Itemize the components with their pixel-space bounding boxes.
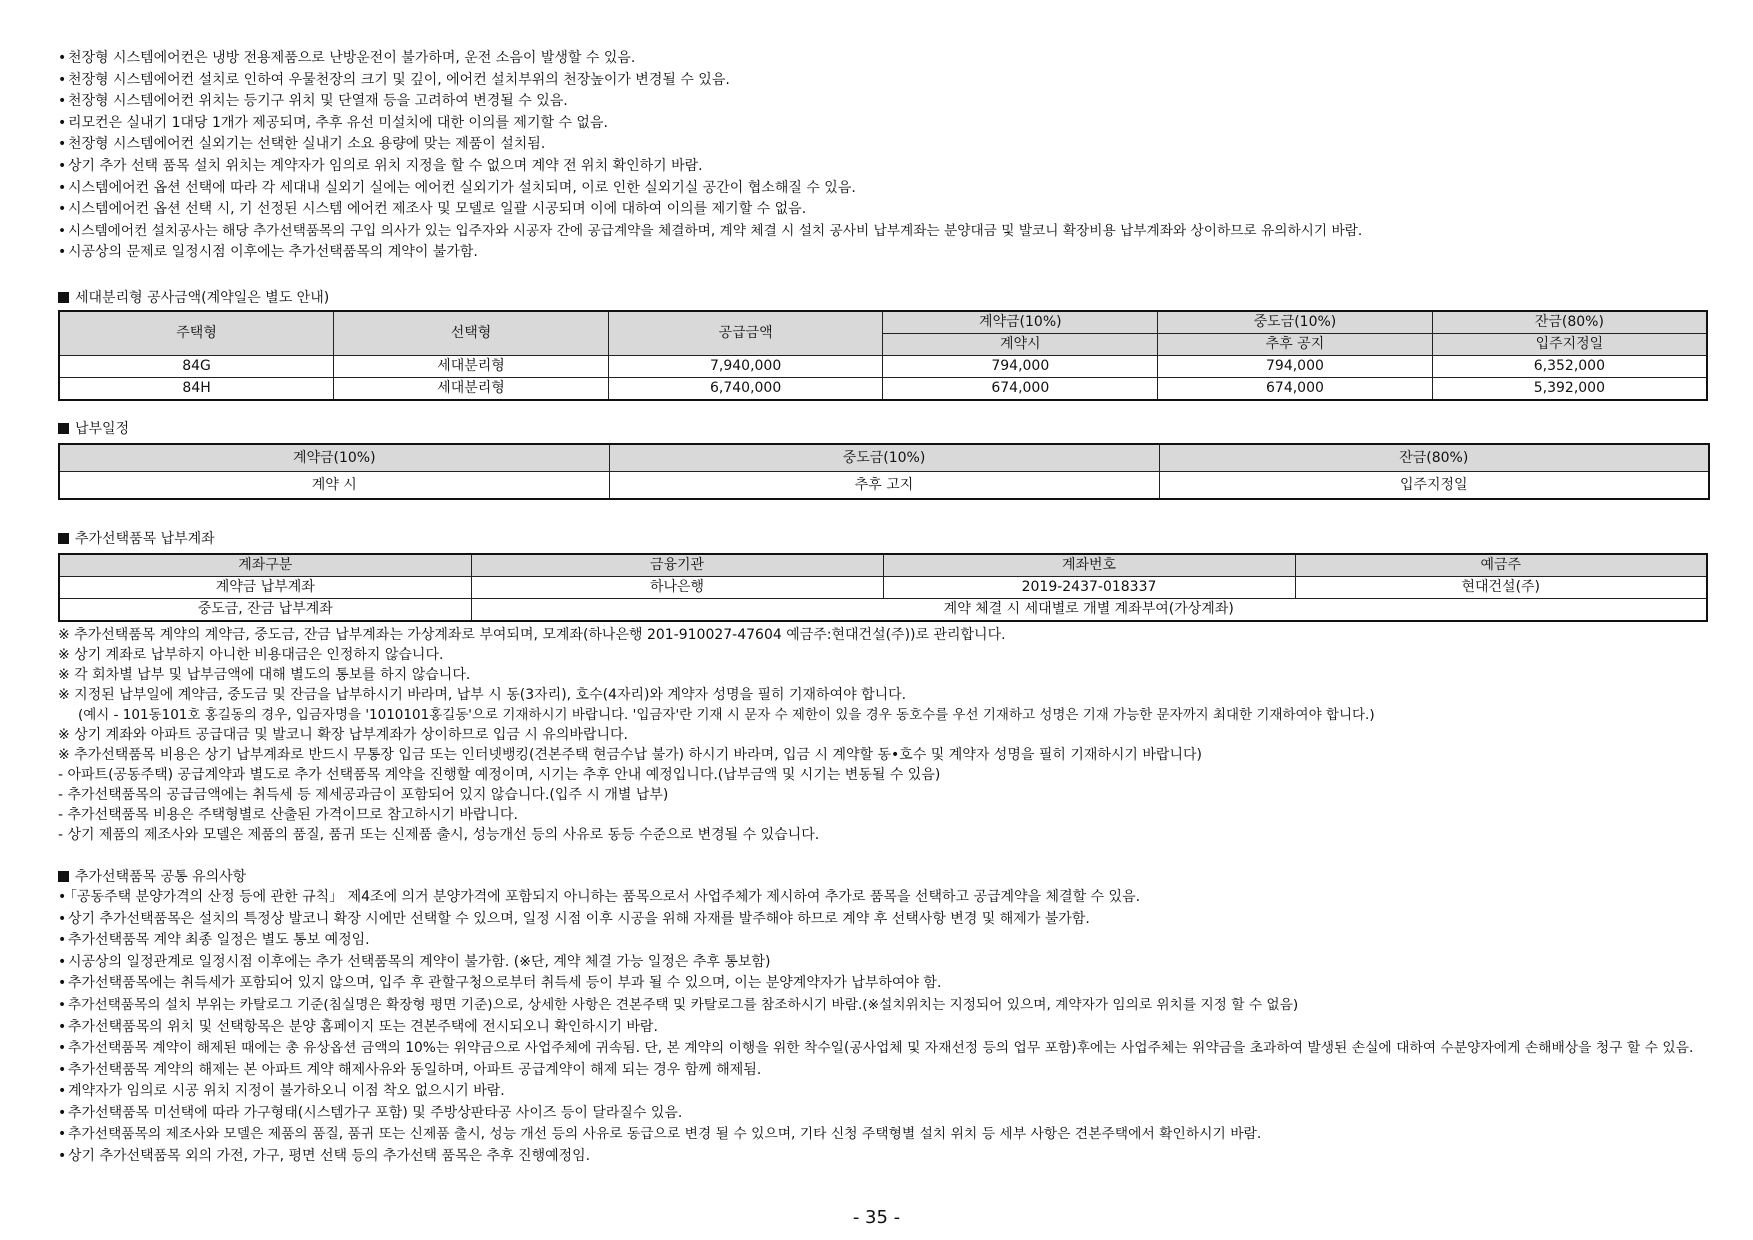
account-notes	[58, 625, 1708, 845]
table-row: 계약 시 추후 고지 입주지정일	[59, 471, 1709, 499]
header-supply-amount: 공급금액	[608, 311, 883, 356]
header-house-type: 주택형	[59, 311, 334, 356]
top-bullet-list	[58, 48, 1708, 264]
document-page	[58, 48, 1708, 1168]
payment-account-table: 계좌구분 금융기관 계좌번호 예금주 계약금 납부계좌 하나은행 2019-2437-018337 현대건설(주) 중도금, 잔금 납부계좌 계약 체결 시 세대별로 개별 계좌부여(가상계좌)	[58, 553, 1708, 622]
list-item: • 시스템에어컨 옵션 선택 시, 기 선정된 시스템 에어컨 제조사 및 모델로 일괄 시공되며 이에 대하여 이의를 제기할 수 없음.	[58, 199, 1708, 221]
section-title-construction-cost: 세대분리형 공사금액(계약일은 별도 안내)	[58, 288, 1708, 308]
list-item: • 추가선택품목의 위치 및 선택항목은 분양 홈페이지 또는 견본주택에 전시되오니 확인하시기 바람.	[58, 1017, 1708, 1039]
construction-cost-table	[58, 310, 1708, 401]
list-item: • 추가선택품목 계약 최종 일정은 별도 통보 예정임.	[58, 930, 1708, 952]
list-item: ※ 각 회차별 납부 및 납부금액에 대해 별도의 통보를 하지 않습니다.	[58, 666, 471, 683]
header-balance: 잔금(80%)	[1159, 444, 1709, 472]
header-deposit-sub: 계약시	[883, 333, 1158, 355]
page-number: - 35 -	[852, 1207, 901, 1228]
header-middle: 중도금(10%)	[609, 444, 1159, 472]
list-item: - 추가선택품목 비용은 주택형별로 산출된 가격이므로 참고하시기 바랍니다.	[58, 806, 518, 823]
list-item: • 천장형 시스템에어컨 설치로 인하여 우물천장의 크기 및 깊이, 에어컨 설치부위의 천장높이가 변경될 수 있음.	[58, 70, 1708, 92]
list-item: • 추가선택품목의 설치 부위는 카탈로그 기준(침실명은 확장형 평면 기준)으로, 상세한 사항은 견본주택 및 카탈로그를 참조하시기 바람.(※설치위치는 지정되어 있으며, 계약자가 임의로 위치를 지정 할 수 없음)	[58, 995, 1708, 1017]
list-item: • 추가선택품목 미선택에 따라 가구형태(시스템가구 포함) 및 주방상판타공 사이즈 등이 달라질수 있음.	[58, 1103, 1708, 1125]
list-item: • 상기 추가 선택 품목 설치 위치는 계약자가 임의로 위치 지정을 할 수 없으며 계약 전 위치 확인하기 바람.	[58, 156, 1708, 178]
header-deposit: 계약금(10%)	[59, 444, 609, 472]
table-row: 중도금, 잔금 납부계좌 계약 체결 시 세대별로 개별 계좌부여(가상계좌)	[59, 598, 1707, 621]
list-item: • 천장형 시스템에어컨 위치는 등기구 위치 및 단열재 등을 고려하여 변경될 수 있음.	[58, 91, 1708, 113]
header-middle: 중도금(10%)	[1158, 311, 1433, 334]
table-row: 계약금 납부계좌 하나은행 2019-2437-018337 현대건설(주)	[59, 576, 1707, 598]
list-item: • 상기 추가선택품목은 설치의 특정상 발코니 확장 시에만 선택할 수 있으며, 일정 시점 이후 시공을 위해 자재를 발주해야 하므로 계약 후 선택사항 변경 및 해제가 불가함.	[58, 909, 1708, 931]
square-bullet-icon	[58, 423, 69, 434]
list-item: ※ 상기 계좌와 아파트 공급대금 및 발코니 확장 납부계좌가 상이하므로 입금 시 유의바랍니다.	[58, 726, 628, 743]
list-item: • 상기 추가선택품목 외의 가전, 가구, 평면 선택 등의 추가선택 품목은 추후 진행예정임.	[58, 1146, 1708, 1168]
table-row: 84H 세대분리형 6,740,000 674,000 674,000 5,392,000	[59, 377, 1707, 400]
section-title-common-notes: 추가선택품목 공통 유의사항	[58, 867, 1708, 887]
square-bullet-icon	[58, 292, 69, 303]
list-item: ※ 추가선택품목 비용은 상기 납부계좌로 반드시 무통장 입금 또는 인터넷뱅킹(견본주택 현금수납 불가) 하시기 바라며, 입금 시 계약할 동•호수 및 계약자 성명을 필히 기재하시기 바랍니다)	[58, 746, 1202, 763]
list-item: • 시스템에어컨 옵션 선택에 따라 각 세대내 실외기 실에는 에어컨 실외기가 설치되며, 이로 인한 실외기실 공간이 협소해질 수 있음.	[58, 178, 1708, 200]
table-row: 84G 세대분리형 7,940,000 794,000 794,000 6,352,000	[59, 355, 1707, 377]
list-item: • 시공상의 일정관계로 일정시점 이후에는 추가 선택품목의 계약이 불가함. (※단, 계약 체결 가능 일정은 추후 통보함)	[58, 952, 1708, 974]
list-item: (예시 - 101동101호 홍길동의 경우, 입금자명을 '1010101홍길동'으로 기재하시기 바랍니다. '입금자'란 기재 시 문자 수 제한이 있을 경우 동호수를 우선 기재하고 성명은 기재 가능한 문자까지 최대한 기재하여야 합니다.)	[78, 706, 1375, 723]
list-item: - 아파트(공동주택) 공급계약과 별도로 추가 선택품목 계약을 진행할 예정이며, 시기는 추후 안내 예정입니다.(납부금액 및 시기는 변동될 수 있음)	[58, 766, 941, 783]
header-select-type: 선택형	[334, 311, 609, 356]
list-item: • 계약자가 임의로 시공 위치 지정이 불가하오니 이점 착오 없으시기 바람.	[58, 1081, 1708, 1103]
section-title-payment-schedule: 납부일정	[58, 419, 1708, 439]
common-notes-list	[58, 887, 1708, 1168]
list-item: • 「공동주택 분양가격의 산정 등에 관한 규칙」 제4조에 의거 분양가격에 포함되지 아니하는 품목으로서 사업주체가 제시하여 추가로 품목을 선택하고 공급계약을 체결할 수 있음.	[58, 887, 1708, 909]
list-item: • 시스템에어컨 설치공사는 해당 추가선택품목의 구입 의사가 있는 입주자와 시공자 간에 공급계약을 체결하며, 계약 체결 시 설치 공사비 납부계좌는 분양대금 및 발코니 확장비용 납부계좌와 상이하므로 유의하시기 바람.	[58, 221, 1708, 243]
header-middle-sub: 추후 공지	[1158, 333, 1433, 355]
list-item: • 추가선택품목에는 취득세가 포함되어 있지 않으며, 입주 후 관할구청으로부터 취득세 등이 부과 될 수 있으며, 이는 분양계약자가 납부하여야 함.	[58, 973, 1708, 995]
header-deposit: 계약금(10%)	[883, 311, 1158, 334]
list-item: • 추가선택품목 계약이 해제된 때에는 총 유상옵션 금액의 10%는 위약금으로 사업주체에 귀속됨. 단, 본 계약의 이행을 위한 착수일(공사업체 및 자재선정 등의 업무 포함)후에는 사업주체는 위약금을 초과하여 발생된 손실에 대하여 수분양자에게 손해배상을 청구 할 수 있음.	[58, 1038, 1698, 1060]
list-item: • 천장형 시스템에어컨 실외기는 선택한 실내기 소요 용량에 맞는 제품이 설치됨.	[58, 134, 1708, 156]
list-item: • 리모컨은 실내기 1대당 1개가 제공되며, 추후 유선 미설치에 대한 이의를 제기할 수 없음.	[58, 113, 1708, 135]
list-item: • 추가선택품목의 제조사와 모델은 제품의 품질, 품귀 또는 신제품 출시, 성능 개선 등의 사유로 동급으로 변경 될 수 있으며, 기타 신청 주택형별 설치 위치 등 세부 사항은 견본주택에서 확인하시기 바람.	[58, 1124, 1708, 1146]
list-item: • 천장형 시스템에어컨은 냉방 전용제품으로 난방운전이 불가하며, 운전 소음이 발생할 수 있음.	[58, 48, 1708, 70]
list-item: • 시공상의 문제로 일정시점 이후에는 추가선택품목의 계약이 불가함.	[58, 242, 1708, 264]
list-item: ※ 지정된 납부일에 계약금, 중도금 및 잔금을 납부하시기 바라며, 납부 시 동(3자리), 호수(4자리)와 계약자 성명을 필히 기재하여야 합니다.	[58, 686, 907, 703]
list-item: ※ 추가선택품목 계약의 계약금, 중도금, 잔금 납부계좌는 가상계좌로 부여되며, 모계좌(하나은행 201-910027-47604 예금주:현대건설(주))로 관리합니다.	[58, 626, 1006, 643]
square-bullet-icon	[58, 533, 69, 544]
header-balance-sub: 입주지정일	[1432, 333, 1707, 355]
list-item: - 상기 제품의 제조사와 모델은 제품의 품질, 품귀 또는 신제품 출시, 성능개선 등의 사유로 동등 수준으로 변경될 수 있습니다.	[58, 826, 820, 843]
list-item: ※ 상기 계좌로 납부하지 아니한 비용대금은 인정하지 않습니다.	[58, 646, 444, 663]
section-title-payment-account: 추가선택품목 납부계좌	[58, 529, 1708, 549]
list-item: • 추가선택품목 계약의 해제는 본 아파트 계약 해제사유와 동일하며, 아파트 공급계약이 해제 되는 경우 함께 해제됨.	[58, 1060, 1708, 1082]
header-balance: 잔금(80%)	[1432, 311, 1707, 334]
payment-schedule-table	[58, 443, 1710, 500]
list-item: - 추가선택품목의 공급금액에는 취득세 등 제세공과금이 포함되어 있지 않습니다.(입주 시 개별 납부)	[58, 786, 669, 803]
square-bullet-icon	[58, 871, 69, 882]
